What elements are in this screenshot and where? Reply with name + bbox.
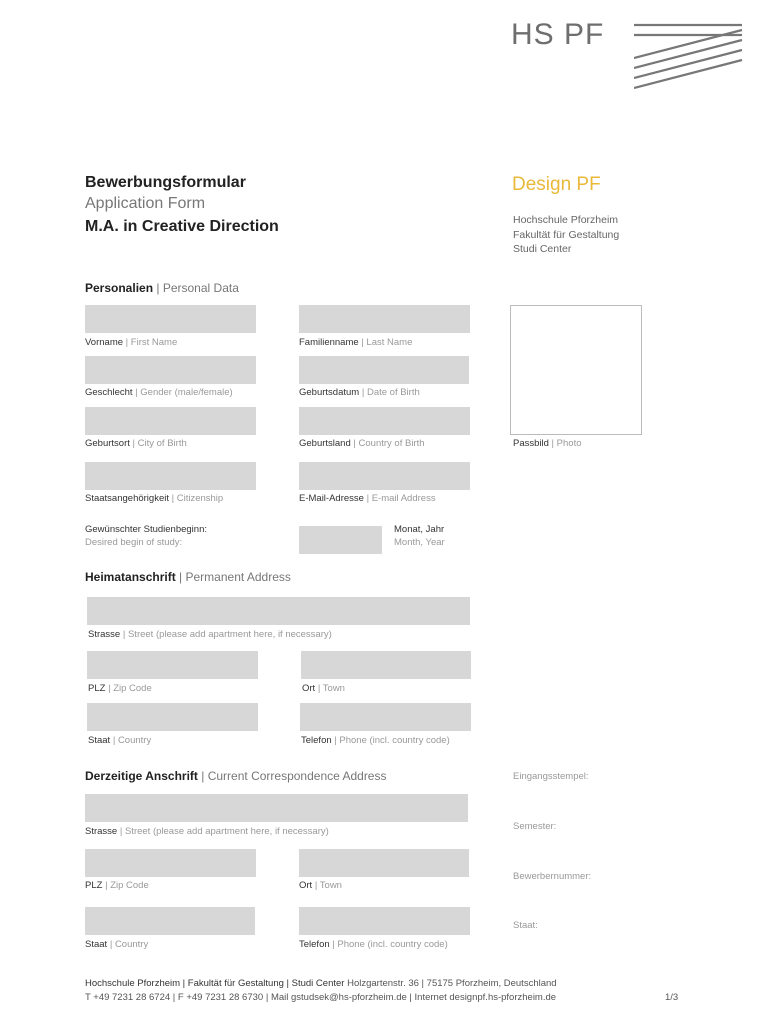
- gender-label: Geschlecht | Gender (male/female): [85, 387, 233, 398]
- current-country-field[interactable]: [85, 907, 255, 935]
- footer-line-1: Hochschule Pforzheim | Fakultät für Gestaltung | Studi Center Holzgartenstr. 36 | 75175 Pforzheim, Deutschland: [85, 978, 557, 989]
- form-title-de: Bewerbungsformular: [85, 174, 246, 191]
- email-field[interactable]: [299, 462, 470, 490]
- last-name-field[interactable]: [299, 305, 470, 333]
- current-phone-label: Telefon | Phone (incl. country code): [299, 939, 448, 950]
- state-label: Staat:: [513, 920, 538, 931]
- section-personal-heading: Personalien | Personal Data: [85, 281, 239, 295]
- current-street-field[interactable]: [85, 794, 468, 822]
- city-of-birth-label: Geburtsort | City of Birth: [85, 438, 187, 449]
- date-of-birth-label: Geburtsdatum | Date of Birth: [299, 387, 420, 398]
- permanent-country-field[interactable]: [87, 703, 258, 731]
- permanent-street-label: Strasse | Street (please add apartment here, if necessary): [88, 629, 332, 640]
- school-line-2: Fakultät für Gestaltung: [513, 229, 620, 241]
- first-name-field[interactable]: [85, 305, 256, 333]
- footer-line-2: T +49 7231 28 6724 | F +49 7231 28 6730 | Mail gstudsek@hs-pforzheim.de | Internet designpf.hs-pforzheim.de: [85, 992, 557, 1003]
- receipt-stamp-label: Eingangsstempel:: [513, 771, 589, 782]
- city-of-birth-field[interactable]: [85, 407, 256, 435]
- photo-label: Passbild | Photo: [513, 438, 582, 449]
- form-title-en: Application Form: [85, 195, 206, 212]
- current-phone-field[interactable]: [299, 907, 470, 935]
- logo-text: HS PF: [511, 18, 605, 51]
- month-year-hint-en: Month, Year: [394, 537, 445, 548]
- month-year-hint-de: Monat, Jahr: [394, 524, 445, 535]
- permanent-town-label: Ort | Town: [302, 683, 345, 694]
- gender-field[interactable]: [85, 356, 256, 384]
- first-name-label: Vorname | First Name: [85, 337, 178, 348]
- semester-label: Semester:: [513, 821, 557, 832]
- date-of-birth-field[interactable]: [299, 356, 469, 384]
- brand-design-pf: Design PF: [512, 174, 601, 195]
- school-line-1: Hochschule Pforzheim: [513, 214, 619, 226]
- study-begin-label-de: Gewünschter Studienbeginn:: [85, 524, 207, 535]
- current-town-field[interactable]: [299, 849, 469, 877]
- country-of-birth-label: Geburtsland | Country of Birth: [299, 438, 425, 449]
- study-begin-label-en: Desired begin of study:: [85, 537, 183, 548]
- program-title: M.A. in Creative Direction: [85, 218, 279, 235]
- citizenship-field[interactable]: [85, 462, 256, 490]
- school-line-3: Studi Center: [513, 243, 572, 255]
- photo-box[interactable]: [510, 305, 642, 435]
- current-zip-field[interactable]: [85, 849, 256, 877]
- permanent-zip-field[interactable]: [87, 651, 258, 679]
- permanent-phone-field[interactable]: [300, 703, 471, 731]
- section-permanent-heading: Heimatanschrift | Permanent Address: [85, 570, 291, 584]
- study-begin-field[interactable]: [299, 526, 382, 554]
- permanent-street-field[interactable]: [87, 597, 470, 625]
- email-label: E-Mail-Adresse | E-mail Address: [299, 493, 436, 504]
- page-number: 1/3: [665, 992, 679, 1003]
- permanent-phone-label: Telefon | Phone (incl. country code): [301, 735, 450, 746]
- current-street-label: Strasse | Street (please add apartment here, if necessary): [85, 826, 329, 837]
- permanent-zip-label: PLZ | Zip Code: [88, 683, 152, 694]
- last-name-label: Familienname | Last Name: [299, 337, 413, 348]
- logo-stripes-icon: [634, 22, 746, 92]
- current-country-label: Staat | Country: [85, 939, 149, 950]
- country-of-birth-field[interactable]: [299, 407, 470, 435]
- current-town-label: Ort | Town: [299, 880, 342, 891]
- permanent-country-label: Staat | Country: [88, 735, 152, 746]
- current-zip-label: PLZ | Zip Code: [85, 880, 149, 891]
- section-current-heading: Derzeitige Anschrift | Current Correspondence Address: [85, 769, 387, 783]
- citizenship-label: Staatsangehörigkeit | Citizenship: [85, 493, 224, 504]
- permanent-town-field[interactable]: [301, 651, 471, 679]
- applicant-number-label: Bewerbernummer:: [513, 871, 592, 882]
